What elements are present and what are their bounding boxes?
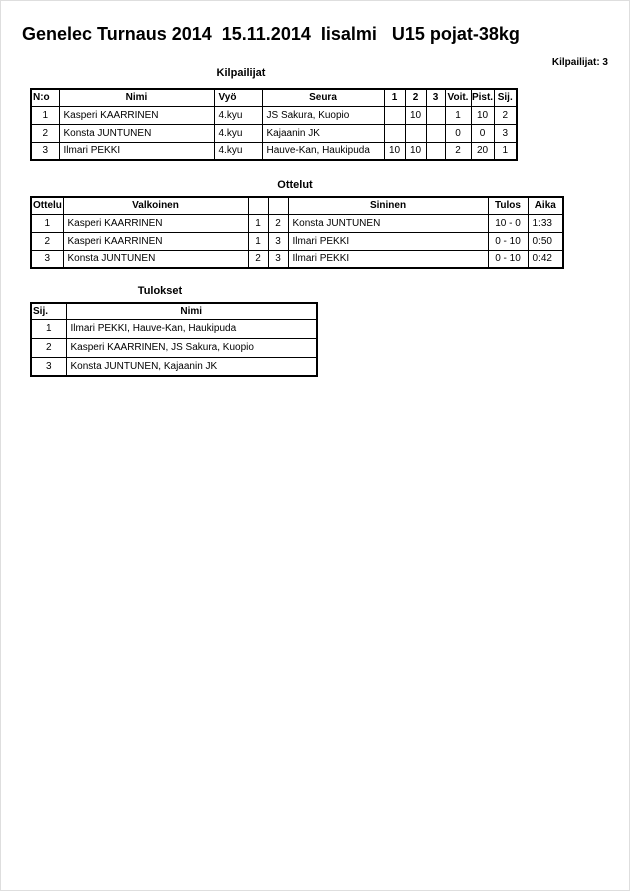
competitor-row	[31, 124, 517, 142]
kilpailijat-section-heading: Kilpailijat	[216, 67, 266, 79]
cell-nimi: Kasperi KAARRINEN, JS Sakura, Kuopio	[66, 338, 317, 357]
col-header-sininen-num	[268, 197, 288, 214]
col-header-sininen: Sininen	[288, 197, 488, 214]
cell-voit: 0	[445, 124, 471, 142]
col-header-pist: Pist.	[471, 89, 494, 106]
cell-tulos: 0 - 10	[488, 232, 528, 250]
cell-aika: 1:33	[528, 214, 563, 232]
cell-sininen-num: 3	[268, 232, 288, 250]
cell-sij: 2	[31, 338, 66, 357]
col-header-valkoinen: Valkoinen	[63, 197, 248, 214]
competitor-row	[31, 106, 517, 124]
cell-round-2	[405, 124, 426, 142]
cell-round-1	[384, 124, 405, 142]
cell-tulos: 0 - 10	[488, 250, 528, 268]
tulokset-section-heading: Tulokset	[137, 285, 183, 297]
cell-no: 1	[31, 106, 59, 124]
kilpailijat-table	[30, 88, 518, 161]
cell-valkoinen: Konsta JUNTUNEN	[63, 250, 248, 268]
cell-sininen-num: 2	[268, 214, 288, 232]
match-row	[31, 232, 563, 250]
cell-valkoinen-num: 2	[248, 250, 268, 268]
cell-round-3	[426, 124, 445, 142]
cell-valkoinen-num: 1	[248, 214, 268, 232]
cell-aika: 0:50	[528, 232, 563, 250]
cell-sininen-num: 3	[268, 250, 288, 268]
competitor-count-label: Kilpailijat: 3	[551, 57, 608, 68]
col-header-no: N:o	[31, 89, 59, 106]
col-header-aika: Aika	[528, 197, 563, 214]
ottelut-table	[30, 196, 564, 269]
cell-nimi: Kasperi KAARRINEN	[59, 106, 214, 124]
match-row	[31, 214, 563, 232]
col-header-tulos: Tulos	[488, 197, 528, 214]
col-header-nimi: Nimi	[59, 89, 214, 106]
cell-ottelu: 1	[31, 214, 63, 232]
cell-pist: 20	[471, 142, 494, 160]
cell-round-1	[384, 106, 405, 124]
col-header-round-2: 2	[405, 89, 426, 106]
col-header-round-3: 3	[426, 89, 445, 106]
match-row	[31, 250, 563, 268]
result-row	[31, 319, 317, 338]
cell-sininen: Ilmari PEKKI	[288, 250, 488, 268]
col-header-round-1: 1	[384, 89, 405, 106]
col-header-sij: Sij.	[494, 89, 517, 106]
ottelut-section-heading: Ottelut	[277, 179, 313, 191]
kilpailijat-header-row	[31, 89, 517, 106]
col-header-vyo: Vyö	[214, 89, 262, 106]
cell-sij: 3	[494, 124, 517, 142]
cell-seura: Kajaanin JK	[262, 124, 384, 142]
cell-voit: 2	[445, 142, 471, 160]
cell-round-2: 10	[405, 106, 426, 124]
competitor-row	[31, 142, 517, 160]
cell-nimi: Konsta JUNTUNEN	[59, 124, 214, 142]
cell-voit: 1	[445, 106, 471, 124]
cell-sininen: Konsta JUNTUNEN	[288, 214, 488, 232]
cell-round-1: 10	[384, 142, 405, 160]
col-header-voit: Voit.	[445, 89, 471, 106]
cell-aika: 0:42	[528, 250, 563, 268]
cell-nimi: Ilmari PEKKI, Hauve-Kan, Haukipuda	[66, 319, 317, 338]
result-row	[31, 338, 317, 357]
cell-round-2: 10	[405, 142, 426, 160]
cell-valkoinen-num: 1	[248, 232, 268, 250]
col-header-sij: Sij.	[31, 303, 66, 319]
cell-round-3	[426, 142, 445, 160]
cell-pist: 10	[471, 106, 494, 124]
cell-sij: 2	[494, 106, 517, 124]
cell-pist: 0	[471, 124, 494, 142]
col-header-nimi: Nimi	[66, 303, 317, 319]
cell-sij: 1	[494, 142, 517, 160]
cell-nimi: Ilmari PEKKI	[59, 142, 214, 160]
tulokset-table	[30, 302, 318, 377]
page-title: Genelec Turnaus 2014 15.11.2014 Iisalmi U15 pojat-38kg	[22, 24, 520, 44]
tulokset-header-row	[31, 303, 317, 319]
col-header-ottelu: Ottelu	[31, 197, 63, 214]
cell-vyo: 4.kyu	[214, 142, 262, 160]
cell-valkoinen: Kasperi KAARRINEN	[63, 232, 248, 250]
cell-vyo: 4.kyu	[214, 106, 262, 124]
cell-sij: 3	[31, 357, 66, 376]
cell-seura: Hauve-Kan, Haukipuda	[262, 142, 384, 160]
cell-no: 2	[31, 124, 59, 142]
cell-vyo: 4.kyu	[214, 124, 262, 142]
ottelut-header-row	[31, 197, 563, 214]
col-header-seura: Seura	[262, 89, 384, 106]
cell-sininen: Ilmari PEKKI	[288, 232, 488, 250]
result-row	[31, 357, 317, 376]
cell-ottelu: 2	[31, 232, 63, 250]
cell-ottelu: 3	[31, 250, 63, 268]
cell-round-3	[426, 106, 445, 124]
cell-sij: 1	[31, 319, 66, 338]
cell-nimi: Konsta JUNTUNEN, Kajaanin JK	[66, 357, 317, 376]
cell-tulos: 10 - 0	[488, 214, 528, 232]
cell-no: 3	[31, 142, 59, 160]
col-header-valkoinen-num	[248, 197, 268, 214]
cell-seura: JS Sakura, Kuopio	[262, 106, 384, 124]
cell-valkoinen: Kasperi KAARRINEN	[63, 214, 248, 232]
